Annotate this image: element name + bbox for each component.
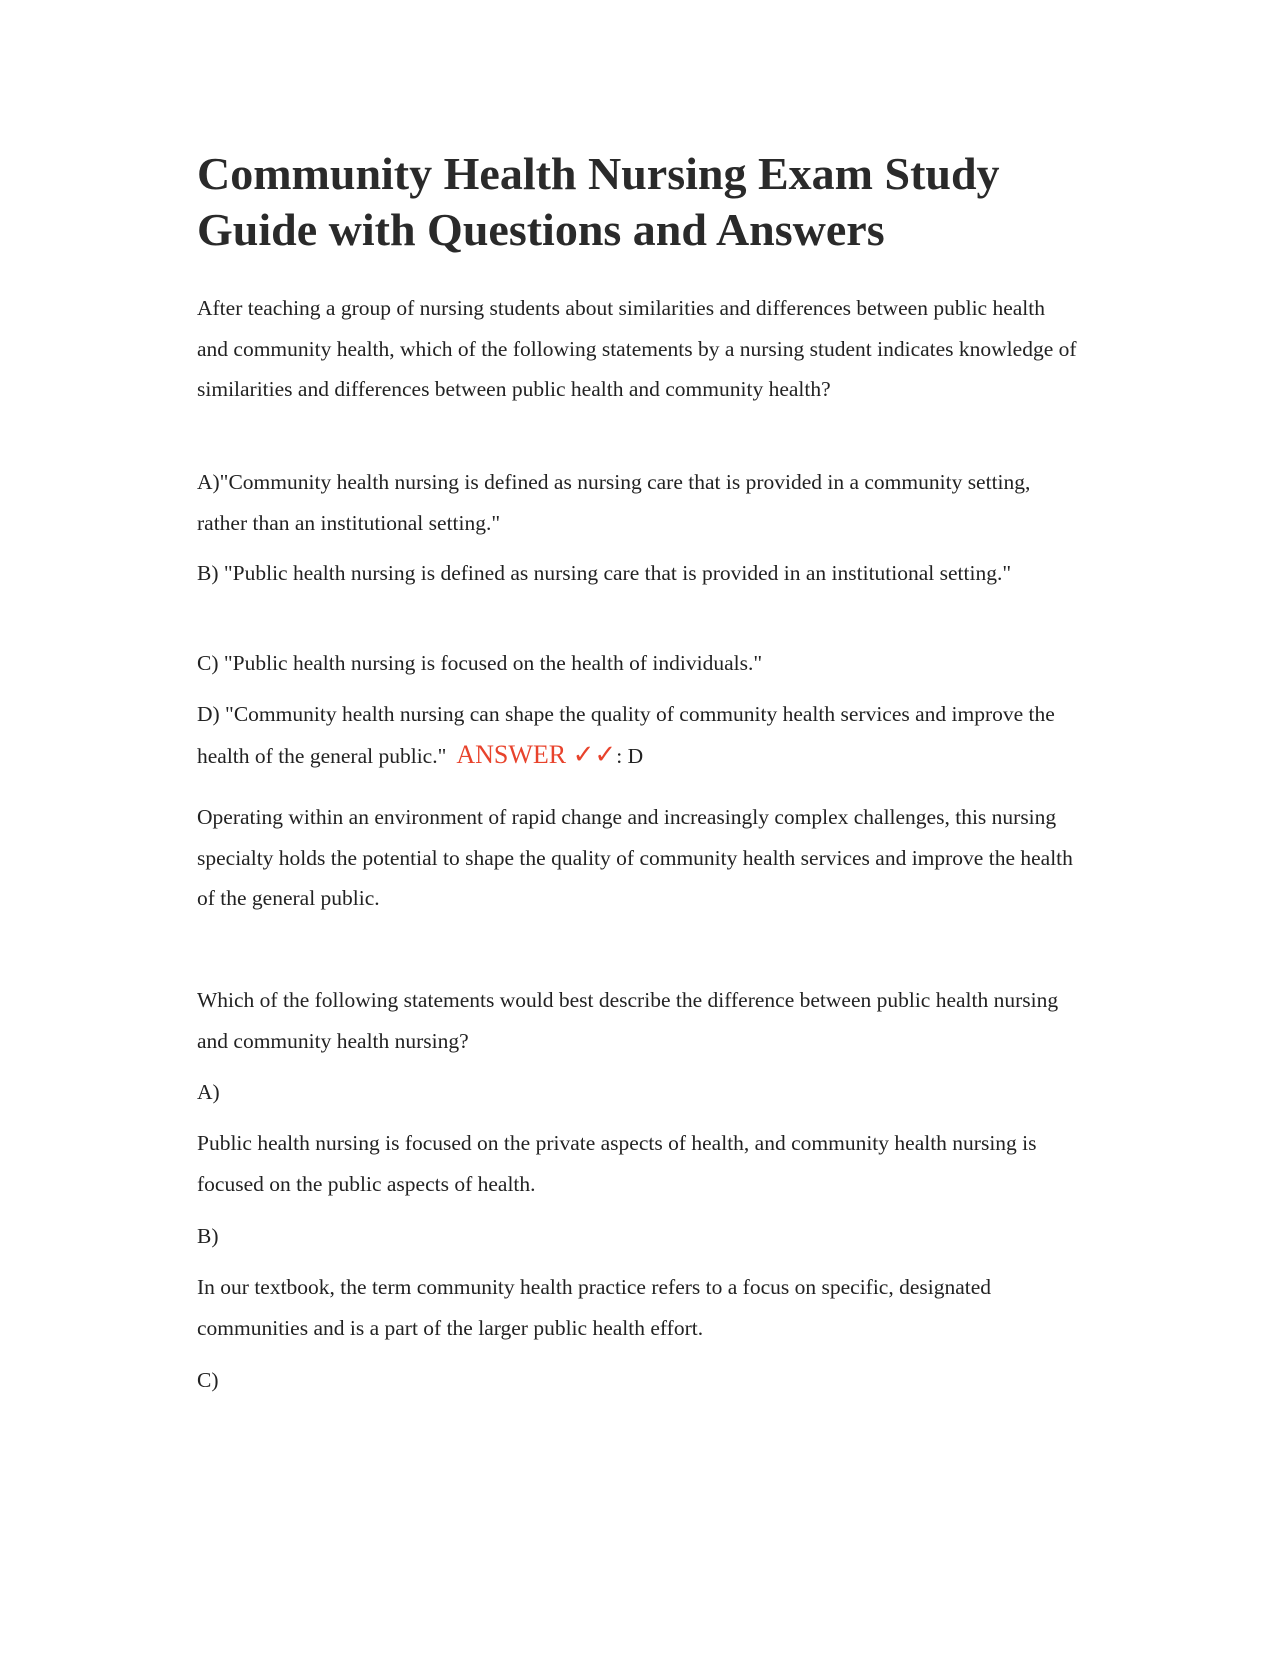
question-1-option-c: C) "Public health nursing is focused on the health of individuals." <box>197 651 763 675</box>
question-1-option-d-text: D) "Community health nursing can shape the quality of community health services and improve the health of the general public." <box>197 702 1055 768</box>
answer-value: : D <box>616 743 644 768</box>
question-2-label-b: B) <box>197 1224 219 1248</box>
question-1-option-a: A)"Community health nursing is defined as nursing care that is provided in a community setting, rather than an institutional setting." <box>197 470 1031 535</box>
question-2-label-c: C) <box>197 1368 219 1392</box>
answer-label: ANSWER ✓✓ <box>456 739 617 769</box>
question-2-option-a: Public health nursing is focused on the private aspects of health, and community health nursing is focused on the public aspects of health. <box>197 1131 1037 1196</box>
question-1-option-d <box>197 694 1077 776</box>
question-1-option-b: B) "Public health nursing is defined as nursing care that is provided in an institutional setting." <box>197 561 1012 585</box>
question-2-stem: Which of the following statements would best describe the difference between public health nursing and community health nursing? <box>197 988 1059 1053</box>
document-title: Community Health Nursing Exam Study Guide with Questions and Answers <box>197 148 1000 255</box>
question-1-stem: After teaching a group of nursing students about similarities and differences between public health and community health, which of the following statements by a nursing student indicates knowledge of similarities and differences between public health and community health? <box>197 296 1077 401</box>
question-2-option-b: In our textbook, the term community health practice refers to a focus on specific, designated communities and is a part of the larger public health effort. <box>197 1275 992 1340</box>
question-2-label-a: A) <box>197 1080 220 1104</box>
question-1-rationale: Operating within an environment of rapid change and increasingly complex challenges, this nursing specialty holds the potential to shape the quality of community health services and improve the health of the general public. <box>197 805 1073 910</box>
